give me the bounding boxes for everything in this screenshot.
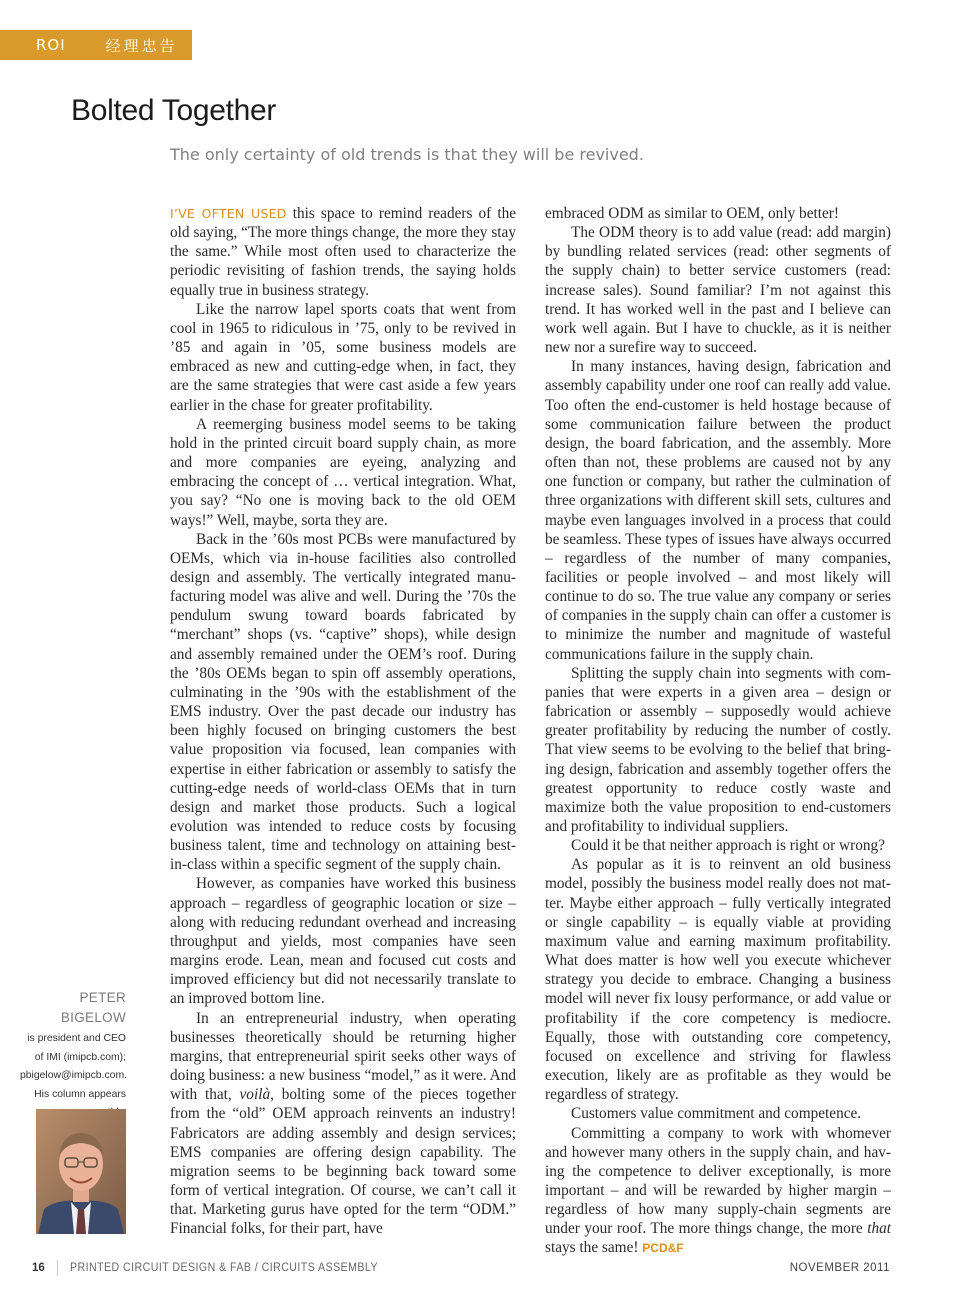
- footer-divider: [57, 1260, 58, 1276]
- author-description: is president and CEO of IMI (imipcb.com); pbigelow@imipcb.com. His column appears: [20, 1033, 127, 1100]
- publication-name: PRINTED CIRCUIT DESIGN & FAB / CIRCUITS ASSEMBLY: [70, 1262, 378, 1274]
- page-number: 16: [32, 1262, 45, 1274]
- section-label-chinese: 经理忠告: [105, 36, 178, 55]
- column-1: [170, 204, 516, 1238]
- paragraph: I’VE OFTEN USED this space to remind readers of the old saying, “The more things change, the more they stay the same.” While most often used to characterize the periodic revisiting of fashion trends, the saying holds equally true in business strategy.: [170, 205, 517, 299]
- section-tab: [0, 30, 192, 60]
- paragraph: In an entrepreneurial industry, when operating businesses theoretically should be returning higher margins, that entrepreneurial spirit seeks other ways of doing business: a new business “model,” as it were. And with that, voilà, bolting some of the pieces together from the “old” OEM approach reinvents an industry! Fabricators are adding assembly and design services; EMS companies are offering design capability. The migration seems to be beginning back toward some form of vertical integration. Of course, we can’t call it that. Marketing gurus have opted for the term “ODM.” Financial folks, for their part, have: [170, 1009, 516, 1238]
- issue-date: NOVEMBER 2011: [789, 1262, 890, 1274]
- paragraph: The ODM theory is to add value (read: add margin) by bundling related services (read: other segments of the supply chain) to better service customers (read: increase sales). Sound familiar? I’m not against this trend. It has worked well in the past and I believe can work well again. But I have to chuckle, as it is neither new nor a surefire way to succeed.: [545, 224, 891, 357]
- lead-in: I’VE OFTEN USED: [170, 206, 287, 221]
- column-2: [545, 204, 891, 1259]
- paragraph: In many instances, having design, fabrication and assembly capability under one roof can really add value. Too often the end-customer is held hostage because of some communication failure between the product design, the board fabrication, and the assembly. More often than not, these problems are caused not by any one function or company, but rather the culmination of three organizations with different skill sets, cultures and maybe even languages involved in a process that could be seamless. These types of issues have always occurred – regardless of the number of many companies, facilities or people involved – and most likely will continue to do so. The true value any company or series of companies in the supply chain can offer a customer is to minimize the number and magnitude of wasteful communications failure in the supply chain.: [545, 358, 891, 663]
- paragraph: Back in the ’60s most PCBs were manufactured by OEMs, which via in-house facilities also controlled design and assembly. The vertically integrated manufacturing model was alive and well. During the ’70s the pendulum swung toward boards fabricated by “merchant” shops (vs. “captive” shops), while design and assembly remained under the OEM’s roof. During the ’80s OEMs began to spin off assembly operations, culminating in the ’90s with the establishment of the EMS industry. Over the past decade our industry has been highly focused on bringing customers the best value proposition via focused, lean companies with expertise in either fabrication or assembly to satisfy the cutting-edge needs of world-class OEMs that in turn design and market those products. Such a logical evolution was intended to reduce costs by focusing business talent, time and technology on attaining best-in-class within a specific segment of the supply chain.: [170, 530, 516, 874]
- paragraph: As popular as it is to reinvent an old business model, possibly the business model really does not matter. Maybe either approach – fully vertically integrated or single capability – is equally viable at providing maximum value and earning maximum profitability. What does matter is how well you execute whichever strategy you decide to embrace. Changing a business model will never fix lousy performance, or add value or profitability if the core competency is mediocre. Equally, those with outstanding core competency, focused on excellence and striving for flawless execution, likely are as profitable as they would be regardless of strategy.: [545, 856, 891, 1104]
- article-title: Bolted Together: [71, 94, 277, 127]
- paragraph: However, as companies have worked this business approach – regardless of geographic location or size – along with reducing redundant overhead and increasing throughput and yields, most companies have seen margins erode. Lean, mean and focused cut costs and improved efficiency but did not necessarily translate to an improved bottom line.: [170, 875, 516, 1008]
- end-mark: PCD&F: [642, 1241, 684, 1256]
- author-photo: [36, 1109, 126, 1234]
- paragraph: Customers value commitment and competence.: [571, 1105, 862, 1123]
- paragraph: A reemerging business model seems to be taking hold in the printed circuit board supply chain, as more and more companies are eyeing, analyzing and embracing the concept of … vertical integration. What, you say? “No one is moving back to the old OEM ways!” Well, maybe, sorta they are.: [170, 415, 516, 529]
- author-name: PETER BIGELOW: [60, 990, 126, 1025]
- article-subtitle: The only certainty of old trends is that they will be revived.: [170, 145, 644, 164]
- paragraph: Like the narrow lapel sports coats that went from cool in 1965 to ridiculous in ’75, only to be revived in ’85 and again in ’05, some business models are embraced as new and cutting-edge when, in fact, they are the same strategies that were cast aside a few years earlier in the chase for greater profitability.: [170, 300, 516, 414]
- paragraph: Could it be that neither approach is right or wrong?: [571, 837, 885, 855]
- author-bio: [20, 988, 126, 1123]
- paragraph: embraced ODM as similar to OEM, only better!: [545, 205, 839, 222]
- section-label: ROI: [36, 36, 66, 54]
- paragraph: Committing a company to work with whomever and however many others in the supply chain, and having the competence to deliver exceptionally, is more important – and will be rewarded by higher margin – regardless of how many supply-chain segments are under your roof. The more things change, the more that stays the same! PCD&F: [545, 1124, 891, 1257]
- paragraph: Splitting the supply chain into segments with companies that were experts in a given area – design or fabrication or assembly – supposedly would achieve greater profitability by reducing the number of costly. That view seems to be evolving to the belief that bringing design, fabrication and assembly together offers the greatest opportunity to reduce costly waste and maximize both the value proposition to end-customers and profitability to individual suppliers.: [545, 664, 891, 835]
